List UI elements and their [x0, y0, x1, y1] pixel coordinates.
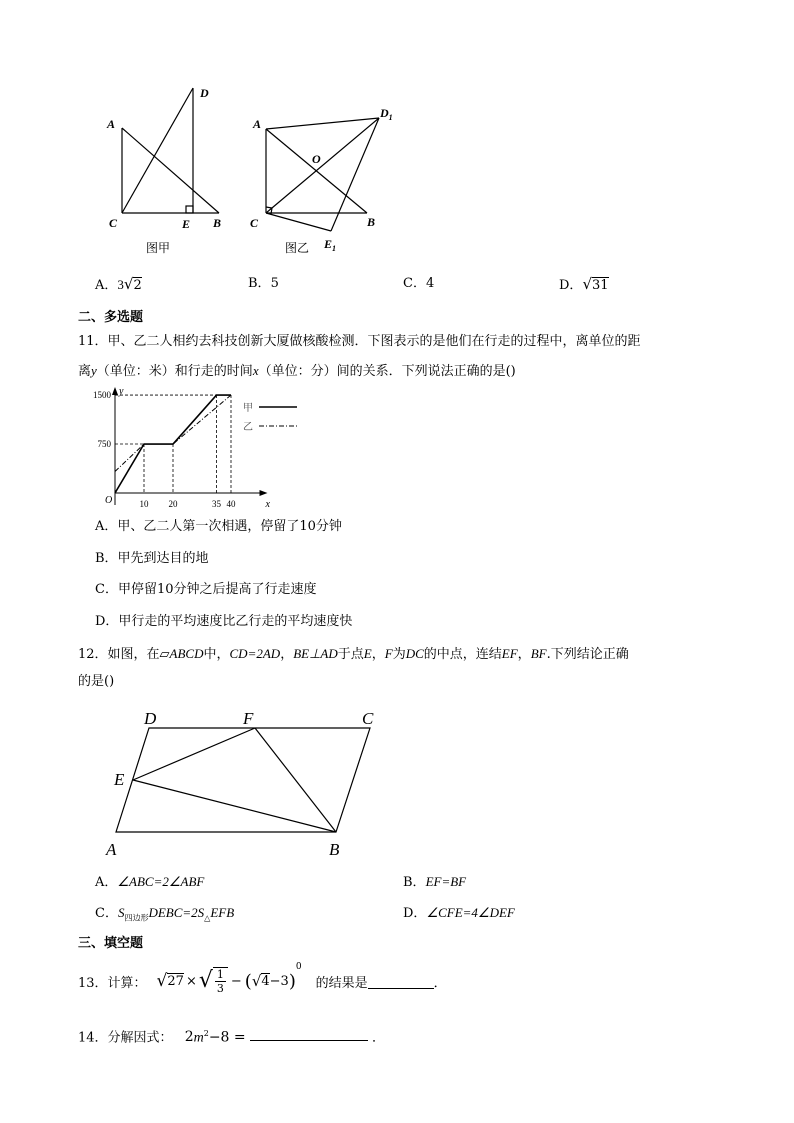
point-e-label: E	[182, 217, 191, 231]
point-o-label: O	[312, 152, 321, 166]
parallelogram-figure	[100, 700, 400, 865]
segment-ef	[133, 728, 255, 780]
q12-option-c[interactable]: C．$S_{四边形}DEBC=2S_\triangle EFB$	[95, 905, 235, 923]
point-c-label: C	[250, 216, 259, 230]
legend-label: 甲	[243, 403, 253, 414]
y-axis-arrow	[112, 387, 118, 395]
q12-option-a[interactable]: A．∠ABC=2∠ABF	[95, 874, 205, 890]
q14-line: 14．分解因式： $2m^2-8$ = ．	[78, 1025, 385, 1047]
point-b-label: B	[367, 215, 376, 229]
point-a-label: A	[107, 117, 116, 131]
q13-answer-blank[interactable]	[368, 974, 434, 989]
parallelogram-abcd	[116, 728, 370, 832]
point-e1-label: $E_1$	[324, 237, 337, 253]
x-tick-label: 35	[212, 499, 221, 509]
point-d-label: D	[144, 709, 157, 728]
q10-option-c[interactable]: C．4	[403, 276, 435, 291]
q11-stem-line2: 离y（单位：米）和行走的时间x（单位：分）间的关系．下列说法正确的是()	[78, 363, 516, 379]
y-axis-label: y	[119, 386, 124, 397]
figure-jia	[95, 80, 245, 260]
point-f-label: F	[243, 709, 254, 728]
y-tick-label: 1500	[93, 390, 111, 401]
q12-stem-line1: 12．如图，在▱ABCD中，CD=2AD，BE⊥AD于点E，F为DC的中点，连结EF，BF.下列结论正确	[78, 646, 629, 662]
q11-option-c[interactable]: C．甲停留10分钟之后提高了行走速度	[95, 582, 317, 597]
segment-ab	[122, 128, 219, 213]
point-a-label: A	[253, 117, 262, 131]
point-e-label: E	[114, 770, 125, 789]
point-c-label: C	[109, 216, 118, 230]
segment-fb	[255, 728, 336, 832]
distance-time-chart	[85, 386, 305, 512]
q12-stem-line2: 的是()	[78, 674, 115, 689]
right-angle-mark	[186, 206, 193, 213]
legend-label: 乙	[243, 422, 253, 433]
q11-option-a[interactable]: A．甲、乙二人第一次相遇，停留了10分钟	[95, 519, 342, 534]
q12-option-d[interactable]: D．∠CFE=4∠DEF	[403, 905, 515, 921]
point-d1-label: $D_1$	[380, 106, 393, 122]
point-c-label: C	[362, 709, 374, 728]
q13-line: 13．计算： √ 27 × √ 1 3 − ( √ 4 −3 ) $^0$ 的结果是 ．	[78, 962, 447, 995]
q10-option-d[interactable]: D．√31	[559, 275, 609, 293]
segment-ad1	[266, 118, 379, 129]
x-tick-label: 40	[226, 499, 236, 509]
x-tick-label: 20	[168, 499, 178, 509]
figure-caption: 图乙	[285, 241, 310, 255]
point-b-label: B	[213, 216, 222, 230]
q14-answer-blank[interactable]	[250, 1026, 368, 1041]
q11-option-d[interactable]: D．甲行走的平均速度比乙行走的平均速度快	[95, 614, 353, 629]
point-b-label: B	[329, 840, 340, 859]
section-title-fill-blank: 三、填空题	[78, 936, 144, 951]
figure-yi	[245, 100, 405, 260]
q11-stem-line1: 11．甲、乙二人相约去科技创新大厦做核酸检测．下图表示的是他们在行走的过程中，离单位的距	[78, 334, 641, 349]
q10-option-b[interactable]: B．5	[248, 276, 279, 291]
point-d-label: D	[200, 86, 209, 100]
segment-cd1	[266, 118, 379, 213]
point-a-label: A	[106, 840, 117, 859]
segment-ce1	[266, 213, 331, 231]
q11-option-b[interactable]: B．甲先到达目的地	[95, 551, 209, 566]
segment-eb	[133, 780, 336, 832]
x-tick-label: 10	[139, 499, 149, 509]
x-axis-label: x	[265, 499, 270, 510]
q12-option-b[interactable]: B．EF=BF	[403, 874, 467, 890]
x-axis-arrow	[260, 490, 268, 496]
figure-caption: 图甲	[146, 241, 171, 255]
y-tick-label: 750	[97, 439, 111, 450]
segment-cd	[122, 88, 193, 213]
origin-label: O	[105, 495, 113, 506]
section-title-multi-choice: 二、多选题	[78, 310, 144, 325]
q10-option-a[interactable]: A．3√2	[95, 275, 142, 293]
